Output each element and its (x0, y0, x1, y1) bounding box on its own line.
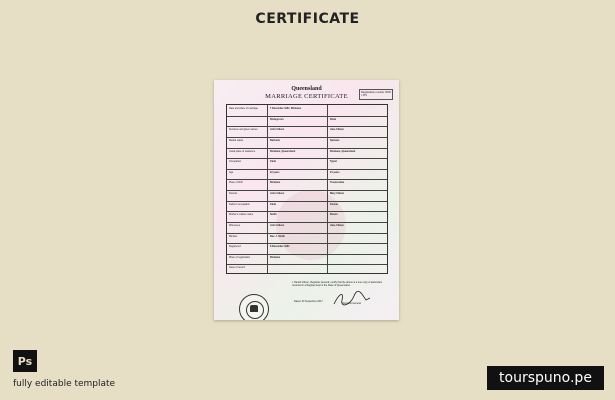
table-cell: Place of birth (229, 181, 243, 185)
table-cell: Jane Citizen (330, 223, 344, 227)
table-cell: Witnesses (229, 223, 241, 227)
brand-logo[interactable]: tourspuno.pe (487, 366, 604, 390)
table-cell: John Citizen (270, 128, 285, 132)
table-cell: Bride (330, 117, 337, 121)
page-title: CERTIFICATE (255, 11, 360, 27)
row-divider (227, 137, 387, 138)
row-divider (227, 179, 387, 180)
table-cell: Brisbane, Queensland (270, 149, 296, 153)
table-cell: Mary Citizen (330, 192, 345, 195)
official-stamp (239, 294, 269, 320)
photoshop-icon: Ps (13, 350, 37, 372)
row-divider (227, 116, 387, 117)
row-divider (227, 201, 387, 202)
table-cell: Bachelor (270, 138, 281, 142)
table-cell: Brisbane, Queensland (330, 149, 356, 153)
row-divider (227, 264, 387, 265)
table-cell: Bridegroom (270, 117, 284, 121)
table-cell: Age (229, 170, 234, 174)
table-cell: Parents (229, 192, 238, 195)
table-cell: Marital status (229, 138, 244, 142)
table-cell: Smith (270, 213, 277, 217)
signer-role: Registrar General (342, 302, 361, 305)
table-cell: Occupation (229, 160, 242, 164)
certification-text: I, Harold Citizen, Registrar General, certify that the above is a true copy of particulars recorded in a Register kept in the State of Queensland. (292, 281, 382, 288)
row-divider (227, 169, 387, 170)
table-cell: Rev. J. Smith (270, 234, 285, 238)
table-cell: 7 December 1961, Brisbane (270, 107, 302, 110)
signature-icon (332, 290, 372, 308)
table-cell: Usual place of residence (229, 149, 256, 153)
table-cell: John Citizen (270, 223, 285, 227)
table-cell: Farmer (330, 202, 339, 206)
table-cell: Minister (229, 234, 238, 238)
table-cell: Brisbane (270, 181, 281, 185)
table-cell: Typist (330, 160, 337, 164)
certificate-state: Queensland (291, 86, 322, 92)
table-cell: Surname and given names (229, 128, 258, 132)
table-cell: Mother's maiden name (229, 213, 254, 217)
table-cell: 22 years (270, 170, 280, 174)
table-cell: Brown (330, 213, 338, 217)
certificate-type: MARRIAGE CERTIFICATE (265, 93, 348, 100)
column-divider (267, 105, 268, 273)
template-label: fully editable template (13, 379, 116, 389)
table-cell: Father's occupation (229, 202, 250, 206)
table-cell: Jane Citizen (330, 128, 344, 132)
row-divider (227, 158, 387, 159)
table-cell: Clerk (270, 202, 276, 206)
row-divider (227, 254, 387, 255)
table-cell: 21 years (330, 170, 340, 174)
table-cell: Issue of record (229, 266, 245, 270)
registration-box: Registration number 2003 / 479 (359, 89, 393, 100)
date-line: Dated: 20 September 2017 (294, 300, 323, 303)
table-cell: John Citizen (270, 192, 285, 195)
certificate-document (214, 80, 399, 320)
row-divider (227, 222, 387, 223)
column-divider (327, 105, 328, 273)
table-cell: Registered (229, 245, 241, 249)
row-divider (227, 126, 387, 127)
table-cell: Spinster (330, 138, 340, 142)
crown-icon (250, 305, 258, 312)
table-cell: Toowoomba (330, 181, 344, 185)
table-cell: 8 December 1961 (270, 245, 290, 249)
table-cell: Date and place of marriage (229, 107, 258, 110)
row-divider (227, 233, 387, 234)
table-cell: Place of registration (229, 255, 251, 259)
row-divider (227, 243, 387, 244)
certificate-table (226, 104, 388, 274)
table-cell: Brisbane (270, 255, 281, 259)
row-divider (227, 190, 387, 191)
table-cell: Clerk (270, 160, 276, 164)
row-divider (227, 211, 387, 212)
row-divider (227, 148, 387, 149)
